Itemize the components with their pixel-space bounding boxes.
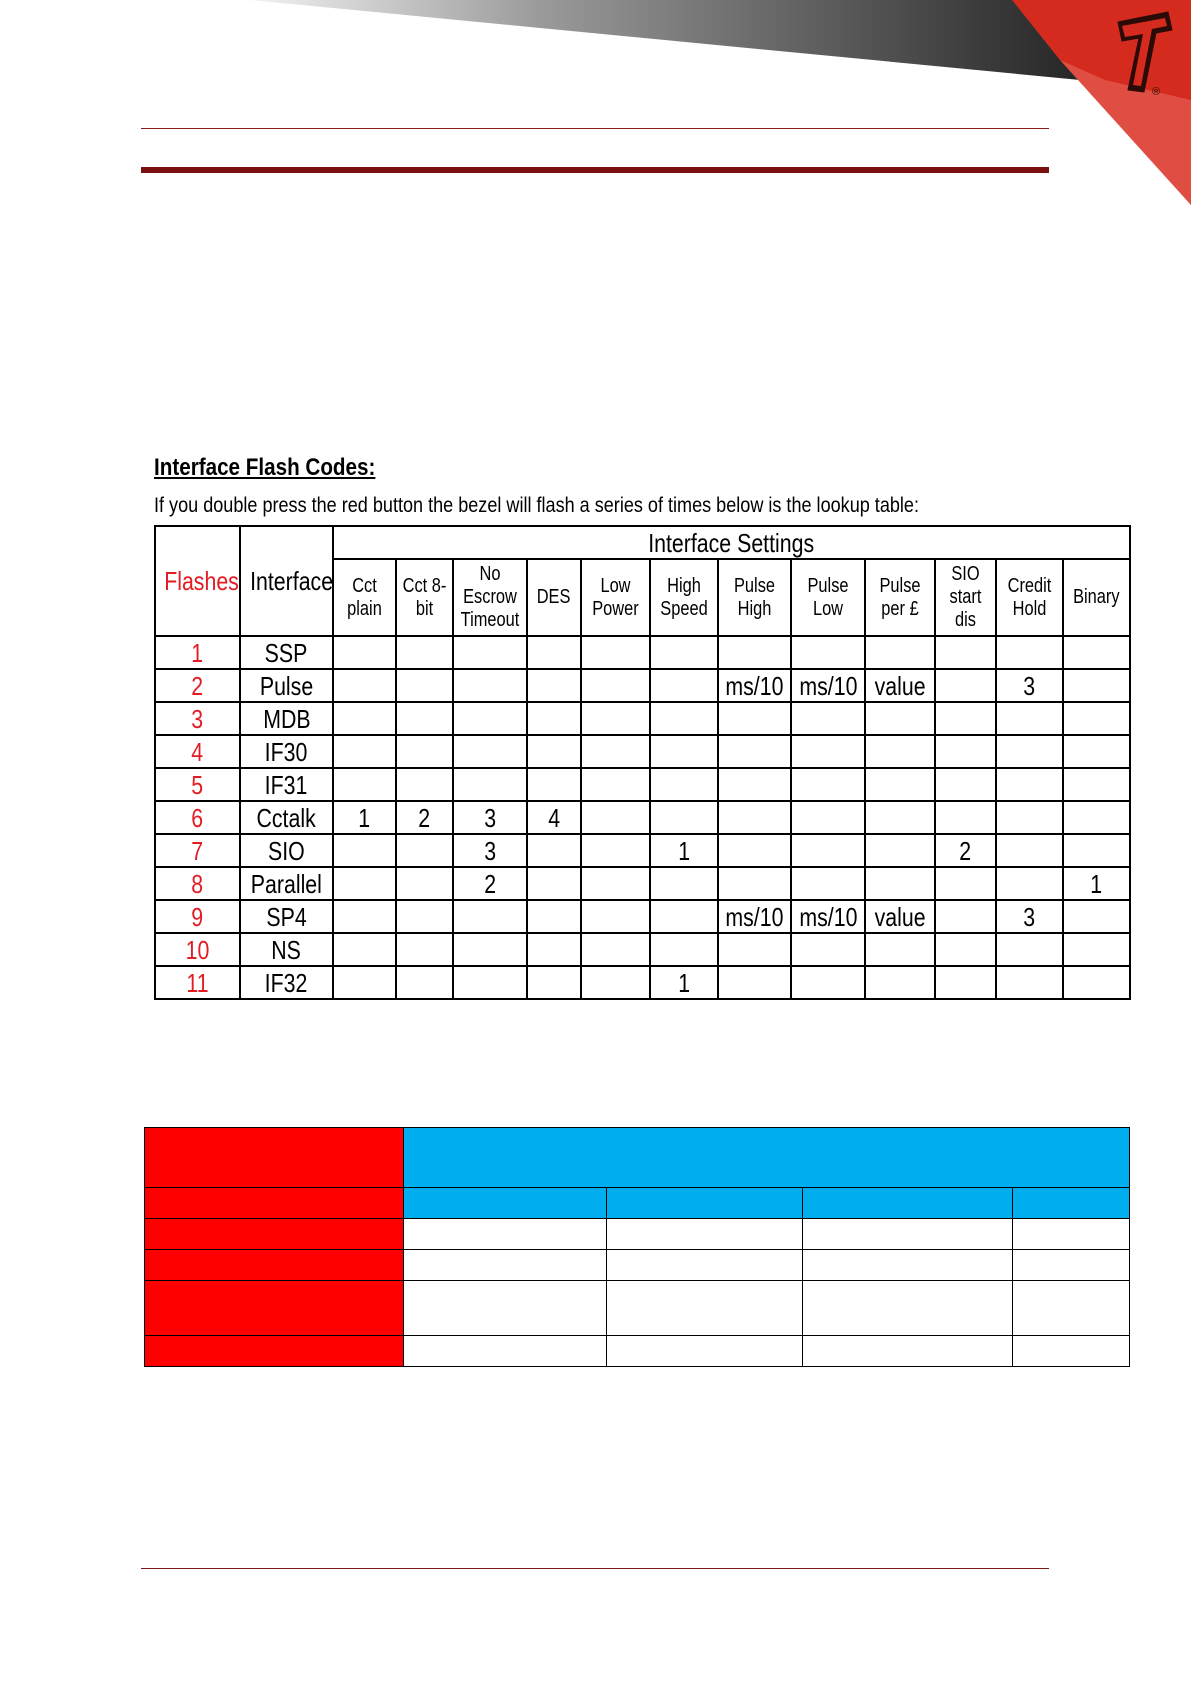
setting-value-cell: [650, 735, 718, 768]
setting-column-header: High Speed: [650, 559, 718, 636]
setting-value-cell: [935, 669, 996, 702]
interface-name-cell: IF30: [240, 735, 333, 768]
color-table-cell: [803, 1281, 1013, 1336]
setting-value-cell: [865, 702, 935, 735]
setting-value-cell: 3: [453, 801, 527, 834]
setting-value-cell: [791, 636, 865, 669]
setting-value-cell: [527, 702, 581, 735]
color-table-cell: [803, 1250, 1013, 1281]
setting-value-cell: [996, 966, 1063, 999]
setting-value-cell: [650, 768, 718, 801]
interface-name-cell: Cctalk: [240, 801, 333, 834]
interface-name-cell: IF31: [240, 768, 333, 801]
setting-value-cell: [935, 735, 996, 768]
interface-name-cell: SP4: [240, 900, 333, 933]
color-table-subheader-cell: [803, 1188, 1013, 1219]
color-table-row-label: [145, 1219, 404, 1250]
setting-value-cell: [453, 966, 527, 999]
setting-value-cell: [1063, 801, 1130, 834]
setting-value-cell: [527, 933, 581, 966]
setting-value-cell: [996, 636, 1063, 669]
setting-value-cell: 2: [935, 834, 996, 867]
color-table-cell: [607, 1219, 803, 1250]
color-table-subheader-cell: [1013, 1188, 1130, 1219]
setting-value-cell: [333, 735, 396, 768]
setting-value-cell: [718, 768, 791, 801]
setting-value-cell: [333, 933, 396, 966]
setting-value-cell: [996, 768, 1063, 801]
color-table-cell: [607, 1281, 803, 1336]
setting-value-cell: [791, 834, 865, 867]
color-table-cell: [1013, 1281, 1130, 1336]
color-table-subheader-cell: [404, 1188, 607, 1219]
color-table-cell: [404, 1219, 607, 1250]
color-table-cell: [404, 1336, 607, 1367]
flash-codes-description: If you double press the red button the bezel will flash a series of times below is the lookup table:: [154, 494, 919, 517]
interface-name-cell: SIO: [240, 834, 333, 867]
setting-value-cell: 3: [996, 900, 1063, 933]
table-row: [155, 966, 1130, 999]
setting-value-cell: [527, 636, 581, 669]
interface-name-cell: SSP: [240, 636, 333, 669]
setting-column-header: Pulse Low: [791, 559, 865, 636]
color-table-cell: [404, 1281, 607, 1336]
setting-value-cell: [396, 735, 453, 768]
setting-value-cell: 1: [333, 801, 396, 834]
setting-value-cell: [650, 636, 718, 669]
setting-value-cell: [527, 966, 581, 999]
setting-value-cell: [581, 702, 650, 735]
setting-column-header: Low Power: [581, 559, 650, 636]
setting-value-cell: 1: [650, 966, 718, 999]
company-logo: [1112, 8, 1182, 98]
setting-value-cell: [453, 900, 527, 933]
setting-value-cell: [935, 933, 996, 966]
interface-name-cell: NS: [240, 933, 333, 966]
color-table-header-blue: [404, 1128, 1130, 1188]
setting-value-cell: [865, 801, 935, 834]
flash-count-cell: 11: [155, 966, 240, 999]
setting-value-cell: [650, 933, 718, 966]
setting-column-header: Pulse High: [718, 559, 791, 636]
flash-count-cell: 8: [155, 867, 240, 900]
setting-value-cell: [527, 735, 581, 768]
setting-value-cell: [396, 636, 453, 669]
setting-value-cell: [1063, 669, 1130, 702]
table-row: [155, 735, 1130, 768]
setting-value-cell: [527, 768, 581, 801]
setting-value-cell: [718, 735, 791, 768]
color-table-row-label: [145, 1250, 404, 1281]
interface-name-cell: MDB: [240, 702, 333, 735]
setting-value-cell: 4: [527, 801, 581, 834]
setting-value-cell: [527, 669, 581, 702]
setting-value-cell: [1063, 768, 1130, 801]
setting-value-cell: [935, 900, 996, 933]
interface-name-cell: Pulse: [240, 669, 333, 702]
setting-value-cell: [453, 702, 527, 735]
setting-value-cell: [581, 933, 650, 966]
setting-column-header: Credit Hold: [996, 559, 1063, 636]
setting-value-cell: [333, 900, 396, 933]
flash-count-cell: 6: [155, 801, 240, 834]
table-row: [155, 933, 1130, 966]
setting-value-cell: [865, 768, 935, 801]
setting-value-cell: [935, 702, 996, 735]
setting-value-cell: [935, 867, 996, 900]
table-row: [155, 768, 1130, 801]
interface-name-cell: Parallel: [240, 867, 333, 900]
flash-count-cell: 2: [155, 669, 240, 702]
setting-value-cell: [581, 834, 650, 867]
flash-codes-table: [154, 525, 1131, 1000]
setting-value-cell: [996, 801, 1063, 834]
setting-value-cell: ms/10: [791, 669, 865, 702]
setting-value-cell: [718, 933, 791, 966]
setting-value-cell: [581, 900, 650, 933]
setting-value-cell: [1063, 966, 1130, 999]
setting-value-cell: [333, 834, 396, 867]
color-table-cell: [803, 1336, 1013, 1367]
setting-value-cell: [865, 834, 935, 867]
setting-value-cell: ms/10: [718, 900, 791, 933]
setting-value-cell: [1063, 900, 1130, 933]
flashes-column-header: Flashes: [155, 526, 240, 636]
setting-value-cell: [650, 867, 718, 900]
setting-value-cell: [1063, 933, 1130, 966]
setting-value-cell: value: [865, 669, 935, 702]
setting-value-cell: [996, 702, 1063, 735]
setting-value-cell: [996, 933, 1063, 966]
setting-column-header: Cct 8-bit: [396, 559, 453, 636]
color-table-cell: [607, 1336, 803, 1367]
color-table-header-red: [145, 1128, 404, 1188]
setting-value-cell: [333, 636, 396, 669]
setting-value-cell: [650, 669, 718, 702]
setting-value-cell: [865, 966, 935, 999]
setting-value-cell: [996, 834, 1063, 867]
setting-value-cell: [396, 933, 453, 966]
setting-value-cell: [333, 768, 396, 801]
color-table-cell: [1013, 1219, 1130, 1250]
setting-value-cell: [527, 900, 581, 933]
flash-count-cell: 9: [155, 900, 240, 933]
table-row: [155, 867, 1130, 900]
setting-value-cell: [333, 702, 396, 735]
registered-mark: ®: [1152, 86, 1161, 98]
interface-column-header: Interface: [240, 526, 333, 636]
setting-value-cell: [791, 966, 865, 999]
table-row: [155, 636, 1130, 669]
setting-value-cell: [791, 735, 865, 768]
page-header-band: [0, 0, 1191, 210]
setting-value-cell: [935, 966, 996, 999]
flash-codes-title: Interface Flash Codes:: [154, 454, 376, 481]
flash-count-cell: 5: [155, 768, 240, 801]
setting-value-cell: [396, 867, 453, 900]
setting-value-cell: [581, 636, 650, 669]
setting-column-header: Binary: [1063, 559, 1130, 636]
setting-value-cell: [650, 801, 718, 834]
setting-column-header: Cct plain: [333, 559, 396, 636]
color-table-subheader-cell: [607, 1188, 803, 1219]
flash-count-cell: 1: [155, 636, 240, 669]
setting-value-cell: [527, 834, 581, 867]
setting-value-cell: [396, 702, 453, 735]
setting-value-cell: [718, 801, 791, 834]
setting-value-cell: [333, 669, 396, 702]
setting-value-cell: [453, 933, 527, 966]
flash-count-cell: 10: [155, 933, 240, 966]
setting-value-cell: [453, 735, 527, 768]
color-table-subheader-red: [145, 1188, 404, 1219]
flash-count-cell: 4: [155, 735, 240, 768]
setting-value-cell: ms/10: [791, 900, 865, 933]
header-thick-rule: [141, 167, 1049, 173]
setting-value-cell: [791, 867, 865, 900]
setting-column-header: No Escrow Timeout: [453, 559, 527, 636]
setting-value-cell: [453, 636, 527, 669]
setting-value-cell: [581, 966, 650, 999]
interface-name-cell: IF32: [240, 966, 333, 999]
setting-value-cell: [718, 702, 791, 735]
setting-value-cell: [791, 702, 865, 735]
setting-value-cell: [581, 735, 650, 768]
setting-value-cell: [935, 801, 996, 834]
color-table-cell: [404, 1250, 607, 1281]
color-table-cell: [803, 1219, 1013, 1250]
setting-value-cell: [791, 768, 865, 801]
setting-value-cell: [581, 801, 650, 834]
setting-value-cell: [581, 669, 650, 702]
setting-value-cell: [1063, 636, 1130, 669]
table-row: [155, 669, 1130, 702]
setting-column-header: SIO start dis: [935, 559, 996, 636]
setting-value-cell: [396, 834, 453, 867]
color-coded-table: [144, 1127, 1130, 1367]
setting-value-cell: [581, 867, 650, 900]
setting-value-cell: [650, 900, 718, 933]
table-row: [155, 702, 1130, 735]
setting-value-cell: [718, 966, 791, 999]
setting-value-cell: [1063, 834, 1130, 867]
setting-value-cell: 1: [1063, 867, 1130, 900]
setting-value-cell: value: [865, 900, 935, 933]
table-row: [155, 834, 1130, 867]
header-rule: [141, 128, 1049, 129]
footer-rule: [141, 1568, 1049, 1569]
setting-column-header: Pulse per £: [865, 559, 935, 636]
setting-value-cell: [865, 735, 935, 768]
setting-value-cell: 2: [453, 867, 527, 900]
setting-value-cell: [935, 768, 996, 801]
setting-value-cell: [791, 933, 865, 966]
flash-count-cell: 3: [155, 702, 240, 735]
setting-value-cell: [581, 768, 650, 801]
flash-count-cell: 7: [155, 834, 240, 867]
setting-value-cell: [718, 636, 791, 669]
color-table-cell: [1013, 1250, 1130, 1281]
setting-value-cell: ms/10: [718, 669, 791, 702]
setting-value-cell: [453, 768, 527, 801]
setting-value-cell: [935, 636, 996, 669]
setting-value-cell: [333, 867, 396, 900]
setting-value-cell: [996, 867, 1063, 900]
setting-value-cell: 3: [996, 669, 1063, 702]
setting-value-cell: 2: [396, 801, 453, 834]
setting-value-cell: [1063, 735, 1130, 768]
setting-value-cell: [1063, 702, 1130, 735]
setting-value-cell: [718, 867, 791, 900]
setting-value-cell: [996, 735, 1063, 768]
setting-value-cell: 1: [650, 834, 718, 867]
color-table-row-label: [145, 1281, 404, 1336]
setting-value-cell: [865, 636, 935, 669]
table-row: [155, 801, 1130, 834]
setting-value-cell: 3: [453, 834, 527, 867]
color-table-cell: [607, 1250, 803, 1281]
setting-value-cell: [865, 933, 935, 966]
setting-value-cell: [865, 867, 935, 900]
logo-t-icon: [1112, 8, 1182, 94]
setting-value-cell: [396, 768, 453, 801]
setting-value-cell: [527, 867, 581, 900]
table-row: [155, 900, 1130, 933]
setting-value-cell: [650, 702, 718, 735]
setting-value-cell: [396, 900, 453, 933]
setting-value-cell: [453, 669, 527, 702]
setting-column-header: DES: [527, 559, 581, 636]
setting-value-cell: [333, 966, 396, 999]
color-table-cell: [1013, 1336, 1130, 1367]
setting-value-cell: [718, 834, 791, 867]
interface-settings-header: Interface Settings: [333, 526, 1130, 559]
setting-value-cell: [396, 669, 453, 702]
setting-value-cell: [396, 966, 453, 999]
setting-value-cell: [791, 801, 865, 834]
color-table-row-label: [145, 1336, 404, 1367]
